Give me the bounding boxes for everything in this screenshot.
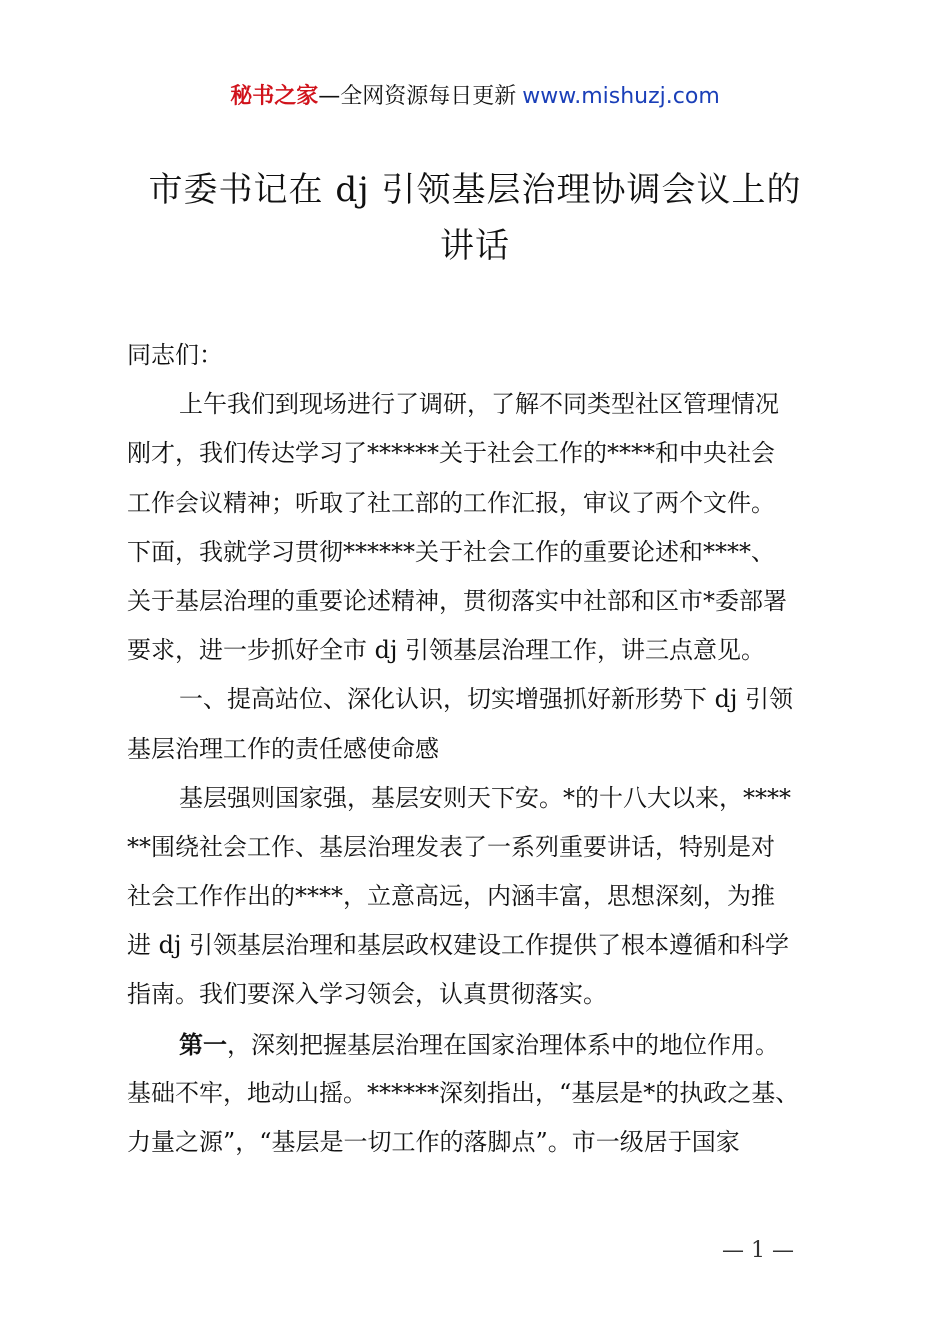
text-line: 上午我们到现场进行了调研，了解不同类型社区管理情况 <box>179 390 779 419</box>
body-lines-bottom <box>127 1078 842 1176</box>
site-header <box>0 82 950 112</box>
page-number: — 1 — <box>722 1238 794 1263</box>
text-line: 进 dj 引领基层治理和基层政权建设工作提供了根本遵循和科学 <box>127 931 790 960</box>
title-line-2: 讲话 <box>440 226 510 266</box>
text-line: 基层治理工作的责任感使命感 <box>127 734 439 763</box>
text-line: 力量之源”，“基层是一切工作的落脚点”。市一级居于国家 <box>127 1128 740 1156</box>
body-lines-top <box>127 340 842 1029</box>
brand-name: 秘书之家 <box>230 84 319 109</box>
site-url-link[interactable]: www.mishuzj.com <box>522 84 720 109</box>
para-first-line <box>127 1029 842 1078</box>
text-line: 基础不牢，地动山摇。******深刻指出，“基层是*的执政之基、 <box>127 1078 800 1107</box>
text-line: 刚才，我们传达学习了******关于社会工作的****和中央社会 <box>127 439 775 468</box>
text-line: 同志们： <box>127 341 223 369</box>
text-line: 关于基层治理的重要论述精神，贯彻落实中社部和区市*委部署 <box>127 586 787 615</box>
text-line: 指南。我们要深入学习领会，认真贯彻落实。 <box>127 980 607 1009</box>
para-first-rest: ，深刻把握基层治理在国家治理体系中的地位作用。 <box>227 1030 779 1059</box>
document-body <box>127 340 842 1176</box>
text-line: 工作会议精神；听取了社工部的工作汇报，审议了两个文件。 <box>127 488 775 517</box>
text-line: 要求，进一步抓好全市 dj 引领基层治理工作，讲三点意见。 <box>127 636 766 665</box>
document-title <box>0 162 950 274</box>
text-line: 一、提高站位、深化认识，切实增强抓好新形势下 dj 引领 <box>179 685 794 714</box>
header-tagline: —全网资源每日更新 <box>318 84 517 109</box>
text-line: 下面，我就学习贯彻******关于社会工作的重要论述和****、 <box>127 537 775 566</box>
text-line: **围绕社会工作、基层治理发表了一系列重要讲话，特别是对 <box>127 832 775 861</box>
text-line: 社会工作作出的****，立意高远，内涵丰富，思想深刻，为推 <box>127 882 775 911</box>
text-line: 基层强则国家强，基层安则天下安。*的十八大以来，**** <box>179 783 791 812</box>
para-first-lead: 第一 <box>179 1029 227 1059</box>
title-line-1: 市委书记在 dj 引领基层治理协调会议上的 <box>148 170 802 210</box>
